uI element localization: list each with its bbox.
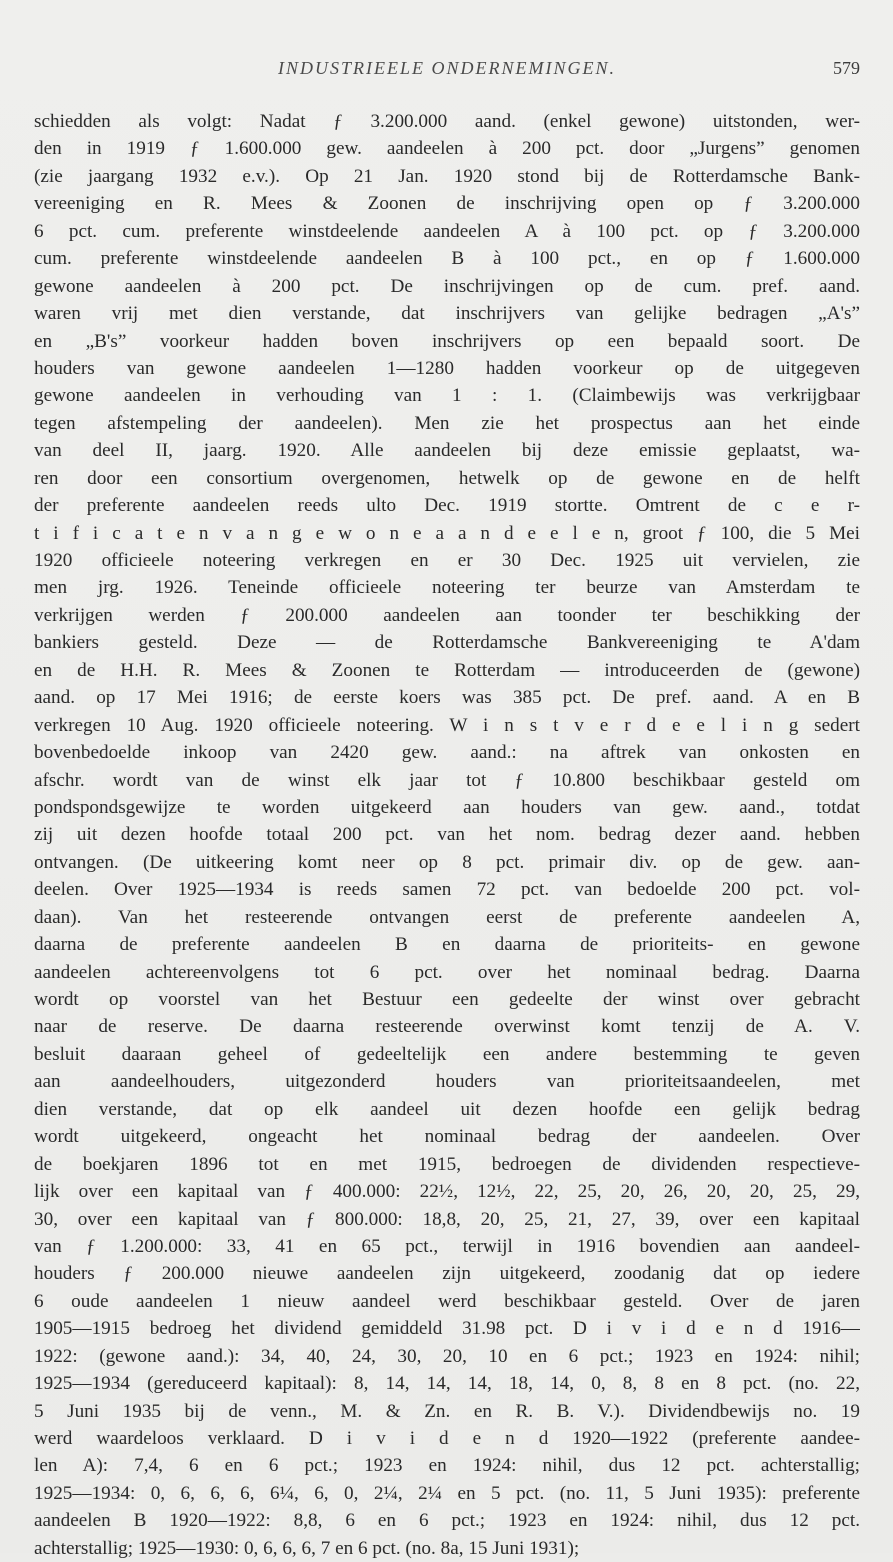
body-text [34,108,860,1562]
text-line: tegen afstempeling der aandeelen). Men zie het prospectus aan het einde [34,412,860,434]
text-line: vereeniging en R. Mees & Zoonen de inschrijving open op ƒ 3.200.000 [34,193,860,215]
text-line: 1925—1934 (gereduceerd kapitaal): 8, 14, 14, 14, 18, 14, 0, 8, 8 en 8 pct. (no. 22, [34,1373,860,1395]
text-line: en de H.H. R. Mees & Zoonen te Rotterdam — introduceerden de (gewone) [34,659,860,681]
text-line: 1905—1915 bedroeg het dividend gemiddeld 31.98 pct. D i v i d e n d 1916— [34,1318,860,1340]
text-line: dien verstande, dat op elk aandeel uit dezen hoofde een gelijk bedrag [34,1098,860,1120]
text-line: wordt uitgekeerd, ongeacht het nominaal bedrag der aandeelen. Over [34,1126,860,1148]
text-line: aan aandeelhouders, uitgezonderd houders van prioriteitsaandeelen, met [34,1071,860,1093]
text-line: verkrijgen werden ƒ 200.000 aandeelen aan toonder ter beschikking der [34,604,860,626]
text-line: len A): 7,4, 6 en 6 pct.; 1923 en 1924: nihil, dus 12 pct. achterstallig; [34,1455,860,1477]
text-line: (zie jaargang 1932 e.v.). Op 21 Jan. 1920 stond bij de Rotterdamsche Bank- [34,165,860,187]
text-line: 1925—1934: 0, 6, 6, 6, 6¼, 6, 0, 2¼, 2¼ en 5 pct. (no. 11, 5 Juni 1935): preferente [34,1482,860,1504]
text-line: 1922: (gewone aand.): 34, 40, 24, 30, 20, 10 en 6 pct.; 1923 en 1924: nihil; [34,1345,860,1367]
text-line: ren door een consortium overgenomen, hetwelk op de gewone en de helft [34,467,860,489]
text-line: van deel II, jaarg. 1920. Alle aandeelen bij deze emissie geplaatst, wa- [34,440,860,462]
text-line: de boekjaren 1896 tot en met 1915, bedroegen de dividenden respectieve- [34,1153,860,1175]
text-line: daarna de preferente aandeelen B en daarna de prioriteits- en gewone [34,934,860,956]
text-line: achterstallig; 1925—1930: 0, 6, 6, 6, 7 en 6 pct. (no. 8a, 15 Juni 1931); [34,1537,580,1559]
text-line: ontvangen. (De uitkeering komt neer op 8 pct. primair div. op de gew. aan- [34,851,860,873]
text-line: van ƒ 1.200.000: 33, 41 en 65 pct., terwijl in 1916 bovendien aan aandeel- [34,1235,860,1257]
text-line: pondspondsgewijze te worden uitgekeerd aan houders van gew. aand., totdat [34,796,860,818]
running-title: INDUSTRIEELE ONDERNEMINGEN. [278,58,616,78]
text-line: 1920 officieele noteering verkregen en er 30 Dec. 1925 uit vervielen, zie [34,550,860,571]
text-line: houders van gewone aandeelen 1—1280 hadden voorkeur op de uitgegeven [34,357,860,379]
page-header [34,58,860,88]
text-line: gewone aandeelen à 200 pct. De inschrijvingen op de cum. pref. aand. [34,275,860,297]
text-line: 5 Juni 1935 bij de venn., M. & Zn. en R. B. V.). Dividendbewijs no. 19 [34,1400,860,1422]
text-line: bovenbedoelde inkoop van 2420 gew. aand.: na aftrek van onkosten en [34,742,860,764]
text-line: 6 oude aandeelen 1 nieuw aandeel werd beschikbaar gesteld. Over de jaren [34,1290,860,1312]
text-line: bankiers gesteld. Deze — de Rotterdamsche Bankvereeniging te A'dam [34,632,860,654]
text-line: deelen. Over 1925—1934 is reeds samen 72 pct. van bedoelde 200 pct. vol- [34,879,860,901]
text-line: cum. preferente winstdeelende aandeelen B à 100 pct., en op ƒ 1.600.000 [34,248,860,270]
text-line: den in 1919 ƒ 1.600.000 gew. aandeelen à 200 pct. door „Jurgens” genomen [34,138,860,160]
text-line: schiedden als volgt: Nadat ƒ 3.200.000 aand. (enkel gewone) uitstonden, wer- [34,111,860,132]
text-line: men jrg. 1926. Teneinde officieele noteering ter beurze van Amsterdam te [34,577,860,599]
text-line: zij uit dezen hoofde totaal 200 pct. van het nom. bedrag dezer aand. hebben [34,824,860,846]
text-line: aand. op 17 Mei 1916; de eerste koers was 385 pct. De pref. aand. A en B [34,687,860,709]
text-line: besluit daaraan geheel of gedeeltelijk een andere bestemming te geven [34,1043,860,1065]
text-line: daan). Van het resteerende ontvangen eerst de preferente aandeelen A, [34,906,860,928]
text-line: aandeelen achtereenvolgens tot 6 pct. over het nominaal bedrag. Daarna [34,961,860,983]
page-number: 579 [833,58,860,78]
text-line: 30, over een kapitaal van ƒ 800.000: 18,8, 20, 25, 21, 27, 39, over een kapitaal [34,1208,860,1230]
text-line: t i f i c a t e n v a n g e w o n e a a n d e e l e n, groot ƒ 100, die 5 Mei [34,522,860,544]
text-line: houders ƒ 200.000 nieuwe aandeelen zijn uitgekeerd, zoodanig dat op iedere [34,1263,860,1285]
text-line: gewone aandeelen in verhouding van 1 : 1. (Claimbewijs was verkrijgbaar [34,385,860,407]
text-line: naar de reserve. De daarna resteerende overwinst komt tenzij de A. V. [34,1016,860,1038]
text-line: waren vrij met dien verstande, dat inschrijvers van gelijke bedragen „A's” [34,303,860,325]
text-line: 6 pct. cum. preferente winstdeelende aandeelen A à 100 pct. op ƒ 3.200.000 [34,220,860,242]
text-line: wordt op voorstel van het Bestuur een gedeelte der winst over gebracht [34,989,860,1010]
text-line: werd waardeloos verklaard. D i v i d e n d 1920—1922 (preferente aandee- [34,1428,860,1449]
text-line: en „B's” voorkeur hadden boven inschrijvers op een bepaald soort. De [34,330,860,352]
text-line: afschr. wordt van de winst elk jaar tot ƒ 10.800 beschikbaar gesteld om [34,769,860,791]
text-line: lijk over een kapitaal van ƒ 400.000: 22½, 12½, 22, 25, 20, 26, 20, 20, 25, 29, [34,1181,860,1203]
text-line: aandeelen B 1920—1922: 8,8, 6 en 6 pct.; 1923 en 1924: nihil, dus 12 pct. [34,1510,860,1532]
text-line: der preferente aandeelen reeds ulto Dec. 1919 stortte. Omtrent de c e r- [34,495,860,517]
text-line: verkregen 10 Aug. 1920 officieele noteering. W i n s t v e r d e e l i n g sedert [34,714,860,736]
